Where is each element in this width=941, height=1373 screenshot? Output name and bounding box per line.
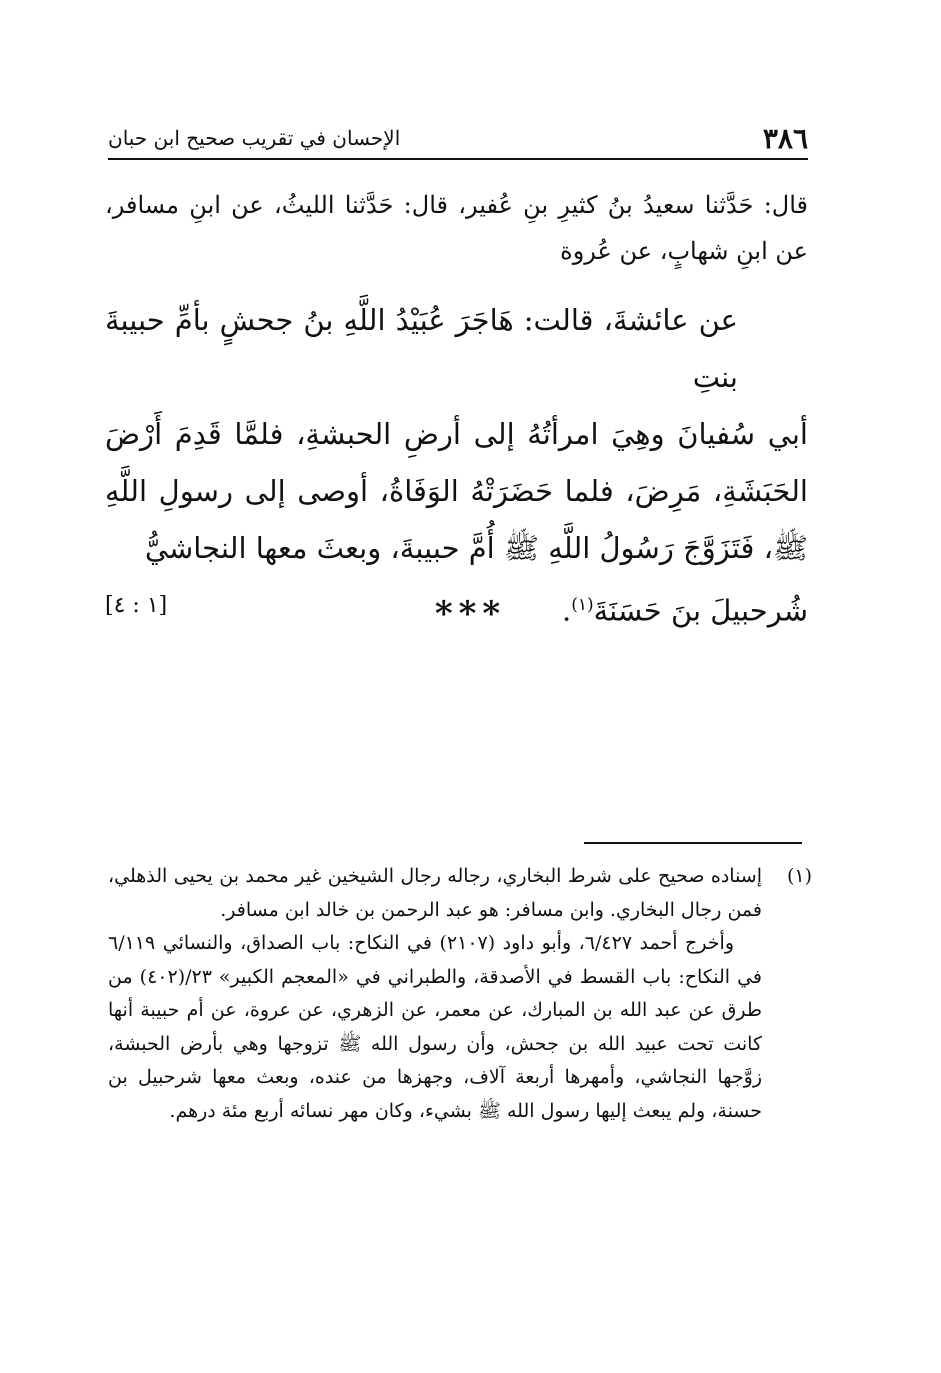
footnote-paragraph: إسناده صحيح على شرط البخاري، رجاله رجال الشيخين غير محمد بن يحيى الذهلي، فمن رجال البخاري. وابن مسافر: هو عبد الرحمن بن خالد ابن مسافر. bbox=[108, 865, 762, 921]
footnote-body bbox=[108, 860, 762, 1128]
footnote-rule bbox=[584, 842, 802, 844]
footnote-marker: (١) bbox=[571, 595, 594, 615]
page-number: ٣٨٦ bbox=[762, 122, 808, 155]
isnad-chain: قال: حَدَّثنا سعيدُ بنُ كثيرِ بنِ عُفير، قال: حَدَّثنا الليثُ، عن ابنِ مسافر، عن ابنِ شهابٍ، عن عُروة bbox=[105, 191, 808, 265]
hadith-reference: [١ : ٤] bbox=[105, 593, 168, 618]
page-header bbox=[108, 118, 808, 160]
footnote-1 bbox=[108, 860, 812, 1128]
hadith-first-line: عن عائشةَ، قالت: هَاجَرَ عُبَيْدُ اللَّهِ بنُ جحشٍ بأمِّ حبيبةَ بنتِ bbox=[105, 303, 738, 394]
footnotes bbox=[108, 860, 812, 1128]
running-title: الإحسان في تقريب صحيح ابن حبان bbox=[108, 126, 401, 150]
footnote-paragraph: وأخرج أحمد ٦/٤٢٧، وأبو داود (٢١٠٧) في النكاح: باب الصداق، والنسائي ٦/١١٩ في النكاح: باب القسط في الأصدقة، والطبراني في «المعجم الكبير» ٢٣/(٤٠٢) من طرق عن عبد الله بن المبارك، عن معمر، عن الزهري، عن عروة، عن أم حبيبة أنها كانت تحت عبيد الله بن جحش، وأن رسول الله ﷺ تزوجها وهي بأرض الحبشة، زوَّجها النجاشي، وأمهرها أربعة آلاف، وجهزها من عنده، وبعث معها شرحبيل بن حسنة، ولم يبعث إليها رسول الله ﷺ بشيء، وكان مهر نسائه أربع مئة درهم. bbox=[108, 932, 763, 1122]
footnote-number: (١) bbox=[786, 865, 812, 887]
section-divider: *** bbox=[434, 594, 507, 634]
hadith-end-punct: . bbox=[561, 593, 572, 628]
hadith-last-words: شُرحبيلَ بنَ حَسَنَةَ bbox=[593, 593, 808, 628]
hadith-body: أبي سُفيانَ وهِيَ امرأتُهُ إلى أرضِ الحبشةِ، فلمَّا قَدِمَ أَرْضَ الحَبَشَةِ، مَرِضَ، فلما حَضَرَتْهُ الوَفَاةُ، أوصى إلى رسولِ اللَّهِ ﷺ، فَتَزَوَّجَ رَسُولُ اللَّهِ ﷺ أُمَّ حبيبةَ، وبعثَ معها النجاشيُّ bbox=[105, 417, 808, 565]
hadith-text bbox=[105, 292, 808, 640]
